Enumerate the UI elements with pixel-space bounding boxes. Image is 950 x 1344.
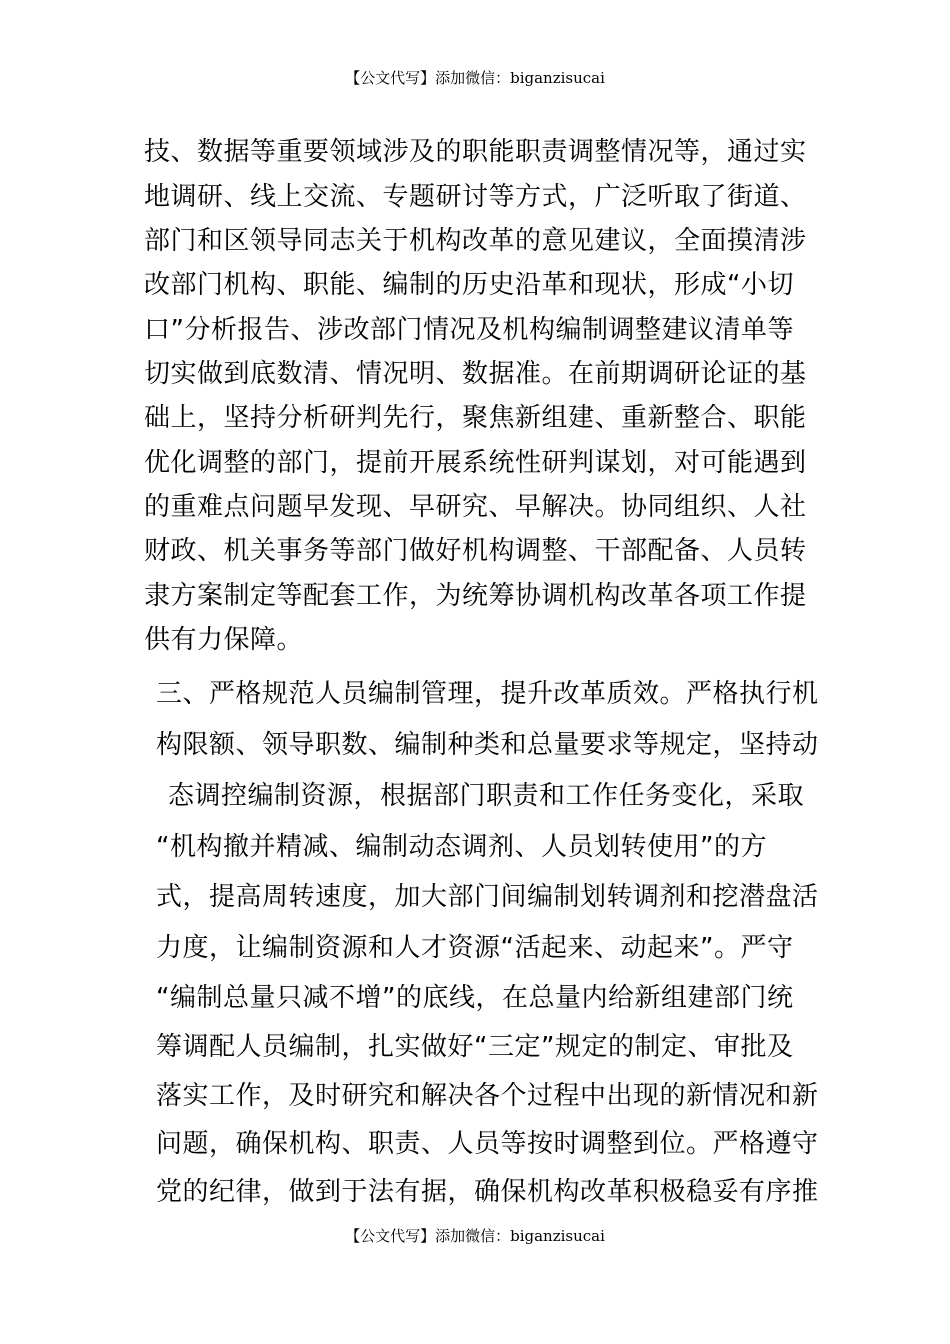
section-heading-line: 三、严格规范人员编制管理，提升改革质效。严格执行机 — [156, 679, 819, 709]
text-line: 改部门机构、职能、编制的历史沿革和现状，形成“小切 — [144, 270, 794, 300]
text-line: 问题，确保机构、职责、人员等按时调整到位。严格遵守 — [156, 1129, 819, 1159]
text-line: 筹调配人员编制，扎实做好“三定”规定的制定、审批及 — [156, 1032, 794, 1062]
text-line: 构限额、领导职数、编制种类和总量要求等规定，坚持动 — [156, 730, 819, 760]
text-line: 口”分析报告、涉改部门情况及机构编制调整建议清单等 — [144, 315, 794, 345]
text-line: 的重难点问题早发现、早研究、早解决。协同组织、人社 — [144, 492, 807, 522]
text-line: 供有力保障。 — [144, 625, 304, 655]
text-line: 地调研、线上交流、专题研讨等方式，广泛听取了街道、 — [144, 182, 807, 212]
text-line: 力度，让编制资源和人才资源“活起来、动起来”。严守 — [156, 933, 794, 963]
text-line: 式，提高周转速度，加大部门间编制划转调剂和挖潜盘活 — [156, 882, 819, 912]
text-line: “编制总量只减不增”的底线，在总量内给新组建部门统 — [156, 983, 794, 1013]
text-line: 落实工作，及时研究和解决各个过程中出现的新情况和新 — [156, 1081, 819, 1111]
page-footer-watermark: 【公文代写】添加微信：biganzisucai — [345, 1227, 605, 1245]
text-line: 态调控编制资源，根据部门职责和工作任务变化，采取 — [168, 781, 805, 811]
text-line: 党的纪律，做到于法有据，确保机构改革积极稳妥有序推 — [156, 1177, 819, 1207]
text-line: 隶方案制定等配套工作，为统筹协调机构改革各项工作提 — [144, 581, 807, 611]
text-line: 切实做到底数清、情况明、数据准。在前期调研论证的基 — [144, 359, 807, 389]
page-header-watermark: 【公文代写】添加微信：biganzisucai — [345, 69, 605, 87]
text-line: 部门和区领导同志关于机构改革的意见建议，全面摸清涉 — [144, 226, 807, 256]
text-line: 优化调整的部门，提前开展系统性研判谋划，对可能遇到 — [144, 448, 807, 478]
text-line: 础上，坚持分析研判先行，聚焦新组建、重新整合、职能 — [144, 403, 807, 433]
text-line: “机构撤并精减、编制动态调剂、人员划转使用”的方 — [156, 832, 767, 862]
text-line: 技、数据等重要领域涉及的职能职责调整情况等，通过实 — [144, 137, 807, 167]
text-line: 财政、机关事务等部门做好机构调整、干部配备、人员转 — [144, 536, 807, 566]
